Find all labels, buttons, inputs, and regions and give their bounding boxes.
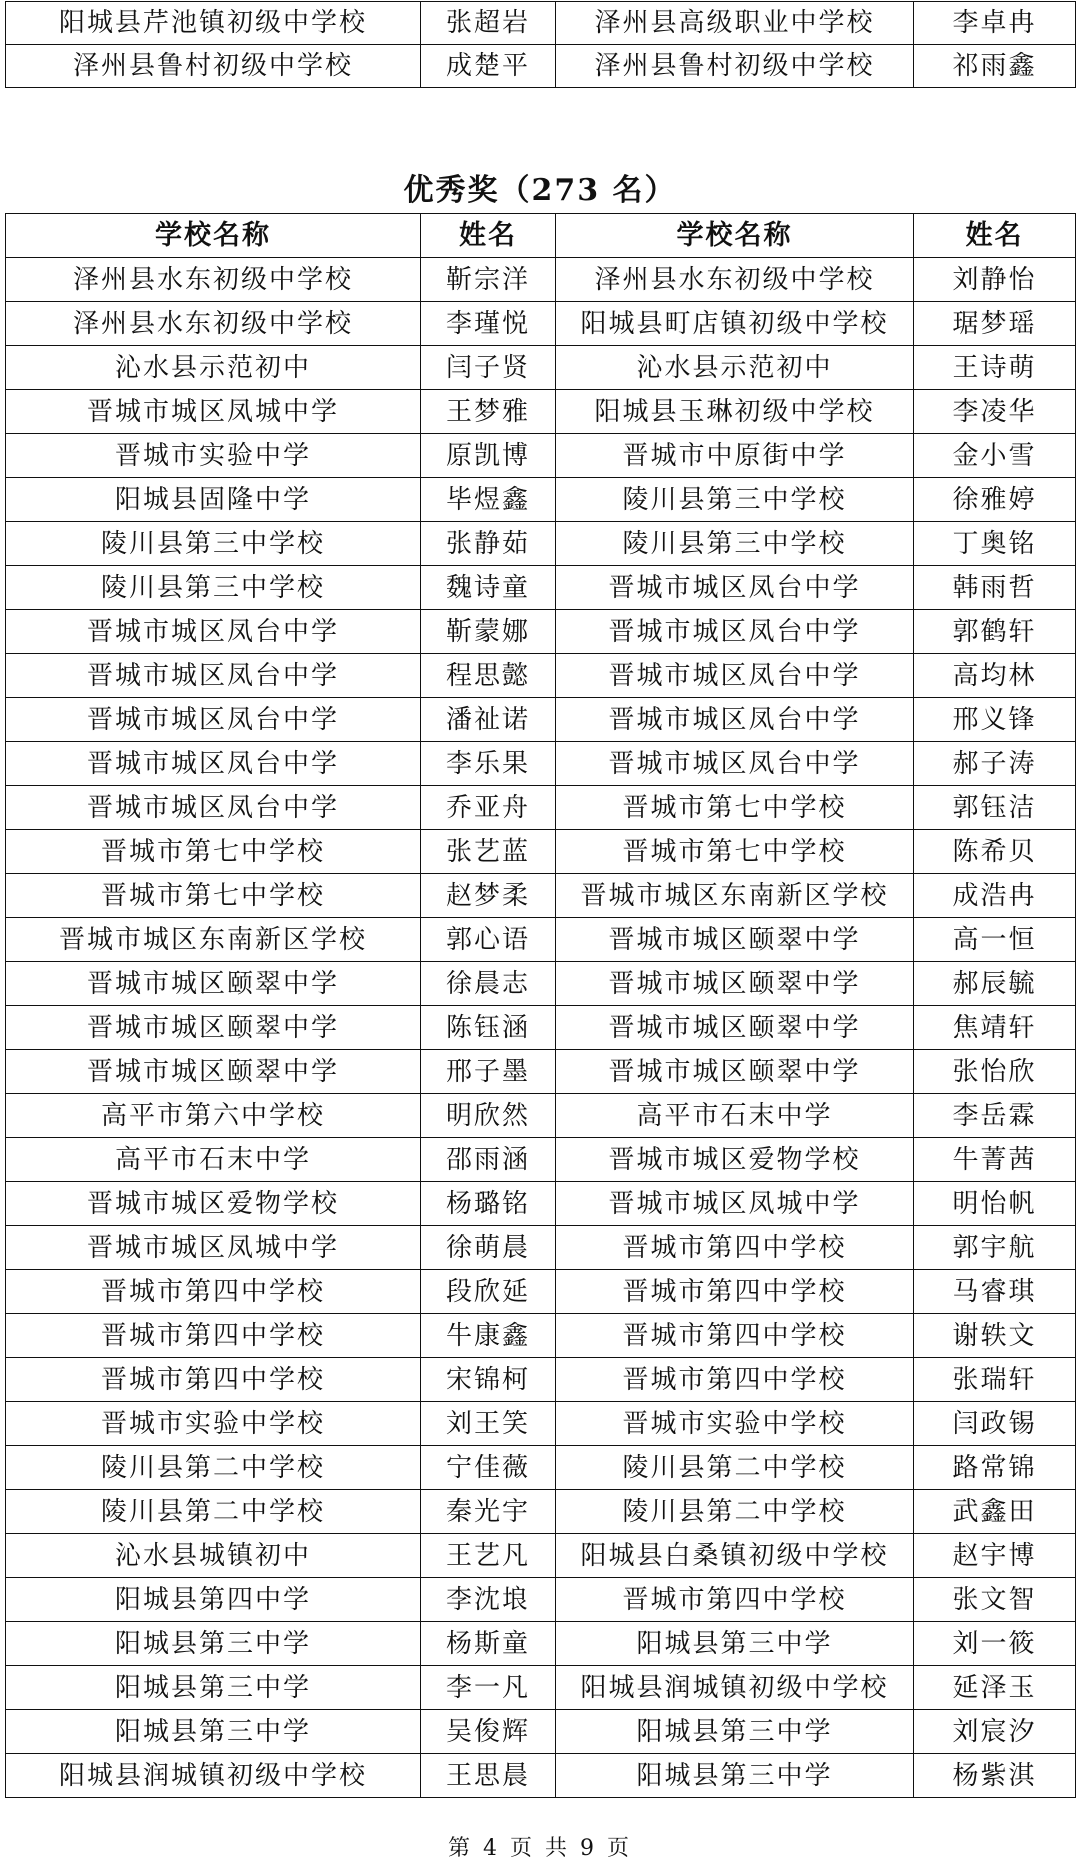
student-name-left: 张静茹 [421, 522, 556, 566]
school-name-left: 晋城市第四中学校 [6, 1270, 421, 1314]
student-name-right: 高一恒 [914, 918, 1076, 962]
student-name-left: 原凯博 [421, 434, 556, 478]
student-name-left: 张超岩 [421, 2, 556, 45]
school-name-right: 晋城市城区颐翠中学 [556, 1050, 914, 1094]
school-name-left: 晋城市城区凤台中学 [6, 698, 421, 742]
school-name-right: 阳城县第三中学 [556, 1710, 914, 1754]
student-name-right: 明怡帆 [914, 1182, 1076, 1226]
school-name-right: 阳城县第三中学 [556, 1754, 914, 1798]
student-name-right: 金小雪 [914, 434, 1076, 478]
school-name-left: 晋城市第七中学校 [6, 830, 421, 874]
school-name-right: 晋城市城区凤台中学 [556, 742, 914, 786]
table-row [6, 1314, 1076, 1358]
table-row [6, 1534, 1076, 1578]
student-name-right: 陈希贝 [914, 830, 1076, 874]
school-name-left: 阳城县第三中学 [6, 1710, 421, 1754]
student-name-left: 明欣然 [421, 1094, 556, 1138]
school-name-left: 晋城市第四中学校 [6, 1314, 421, 1358]
school-name-right: 阳城县第三中学 [556, 1622, 914, 1666]
student-name-left: 陈钰涵 [421, 1006, 556, 1050]
student-name-left: 毕煜鑫 [421, 478, 556, 522]
section-title: 优秀奖（273 名） [403, 173, 677, 208]
header-school-name-1: 学校名称 [6, 214, 421, 258]
school-name-right: 晋城市城区凤台中学 [556, 654, 914, 698]
student-name-right: 延泽玉 [914, 1666, 1076, 1710]
student-name-right: 武鑫田 [914, 1490, 1076, 1534]
excellence-award-table-body [6, 214, 1076, 1798]
school-name-right: 晋城市城区凤台中学 [556, 566, 914, 610]
student-name-left: 秦光宇 [421, 1490, 556, 1534]
school-name-left: 陵川县第三中学校 [6, 566, 421, 610]
school-name-left: 陵川县第三中学校 [6, 522, 421, 566]
table-header-row [6, 214, 1076, 258]
student-name-right: 徐雅婷 [914, 478, 1076, 522]
table-row [6, 874, 1076, 918]
student-name-left: 闫子贤 [421, 346, 556, 390]
table-row [6, 962, 1076, 1006]
student-name-left: 邢子墨 [421, 1050, 556, 1094]
student-name-right: 谢轶文 [914, 1314, 1076, 1358]
student-name-left: 王思晨 [421, 1754, 556, 1798]
student-name-right: 刘一筱 [914, 1622, 1076, 1666]
table-row [6, 610, 1076, 654]
table-row [6, 1622, 1076, 1666]
school-name-left: 陵川县第二中学校 [6, 1446, 421, 1490]
school-name-left: 晋城市实验中学校 [6, 1402, 421, 1446]
school-name-right: 晋城市第四中学校 [556, 1358, 914, 1402]
table-row [6, 1710, 1076, 1754]
student-name-right: 刘静怡 [914, 258, 1076, 302]
table-row [6, 1270, 1076, 1314]
table-row [6, 522, 1076, 566]
student-name-right: 马睿琪 [914, 1270, 1076, 1314]
student-name-left: 刘王笑 [421, 1402, 556, 1446]
school-name-right: 晋城市城区凤台中学 [556, 698, 914, 742]
student-name-left: 李一凡 [421, 1666, 556, 1710]
school-name-left: 晋城市第四中学校 [6, 1358, 421, 1402]
student-name-right: 路常锦 [914, 1446, 1076, 1490]
student-name-right: 牛菁茜 [914, 1138, 1076, 1182]
student-name-right: 张瑞轩 [914, 1358, 1076, 1402]
school-name-right: 晋城市中原街中学 [556, 434, 914, 478]
student-name-left: 段欣延 [421, 1270, 556, 1314]
student-name-right: 丁奥铭 [914, 522, 1076, 566]
school-name-right: 泽州县水东初级中学校 [556, 258, 914, 302]
continued-award-table-body [6, 2, 1076, 88]
student-name-right: 张怡欣 [914, 1050, 1076, 1094]
school-name-left: 晋城市城区凤台中学 [6, 654, 421, 698]
school-name-left: 沁水县示范初中 [6, 346, 421, 390]
table-row [6, 478, 1076, 522]
student-name-right: 李卓冉 [914, 2, 1076, 45]
school-name-left: 阳城县第四中学 [6, 1578, 421, 1622]
school-name-left: 泽州县水东初级中学校 [6, 302, 421, 346]
school-name-left: 晋城市城区颐翠中学 [6, 1050, 421, 1094]
school-name-right: 泽州县高级职业中学校 [556, 2, 914, 45]
school-name-right: 陵川县第二中学校 [556, 1490, 914, 1534]
student-name-left: 赵梦柔 [421, 874, 556, 918]
student-name-left: 宁佳薇 [421, 1446, 556, 1490]
header-school-name-2: 学校名称 [556, 214, 914, 258]
school-name-right: 陵川县第二中学校 [556, 1446, 914, 1490]
school-name-right: 阳城县白桑镇初级中学校 [556, 1534, 914, 1578]
header-student-name-1: 姓名 [421, 214, 556, 258]
table-row [6, 1006, 1076, 1050]
school-name-left: 晋城市城区颐翠中学 [6, 962, 421, 1006]
school-name-left: 高平市第六中学校 [6, 1094, 421, 1138]
table-row [6, 45, 1076, 88]
student-name-left: 王艺凡 [421, 1534, 556, 1578]
student-name-right: 郝子涛 [914, 742, 1076, 786]
school-name-left: 晋城市城区爱物学校 [6, 1182, 421, 1226]
school-name-right: 陵川县第三中学校 [556, 478, 914, 522]
table-row [6, 1402, 1076, 1446]
excellence-award-table [5, 213, 1076, 1798]
table-row [6, 1446, 1076, 1490]
school-name-right: 晋城市第七中学校 [556, 830, 914, 874]
header-student-name-2: 姓名 [914, 214, 1076, 258]
student-name-right: 焦靖轩 [914, 1006, 1076, 1050]
student-name-left: 靳宗洋 [421, 258, 556, 302]
school-name-right: 沁水县示范初中 [556, 346, 914, 390]
school-name-left: 晋城市实验中学 [6, 434, 421, 478]
table-row [6, 1094, 1076, 1138]
school-name-right: 晋城市城区颐翠中学 [556, 918, 914, 962]
student-name-left: 杨璐铭 [421, 1182, 556, 1226]
student-name-left: 靳蒙娜 [421, 610, 556, 654]
school-name-left: 泽州县水东初级中学校 [6, 258, 421, 302]
student-name-left: 宋锦柯 [421, 1358, 556, 1402]
student-name-right: 杨紫淇 [914, 1754, 1076, 1798]
table-row [6, 1226, 1076, 1270]
table-row [6, 830, 1076, 874]
student-name-right: 祁雨鑫 [914, 45, 1076, 88]
school-name-right: 阳城县町店镇初级中学校 [556, 302, 914, 346]
school-name-right: 晋城市城区颐翠中学 [556, 962, 914, 1006]
school-name-left: 晋城市城区凤城中学 [6, 390, 421, 434]
school-name-left: 陵川县第二中学校 [6, 1490, 421, 1534]
table-row [6, 346, 1076, 390]
student-name-left: 吴俊辉 [421, 1710, 556, 1754]
school-name-left: 晋城市城区凤城中学 [6, 1226, 421, 1270]
student-name-left: 邵雨涵 [421, 1138, 556, 1182]
table-row [6, 434, 1076, 478]
school-name-right: 阳城县润城镇初级中学校 [556, 1666, 914, 1710]
table-row [6, 742, 1076, 786]
student-name-right: 郭宇航 [914, 1226, 1076, 1270]
school-name-left: 晋城市第七中学校 [6, 874, 421, 918]
table-row [6, 566, 1076, 610]
student-name-right: 琚梦瑶 [914, 302, 1076, 346]
student-name-left: 成楚平 [421, 45, 556, 88]
school-name-left: 高平市石末中学 [6, 1138, 421, 1182]
student-name-right: 刘宸汐 [914, 1710, 1076, 1754]
student-name-right: 闫政锡 [914, 1402, 1076, 1446]
school-name-right: 阳城县玉琳初级中学校 [556, 390, 914, 434]
student-name-right: 邢义锋 [914, 698, 1076, 742]
school-name-right: 晋城市第四中学校 [556, 1226, 914, 1270]
table-row [6, 1358, 1076, 1402]
student-name-left: 郭心语 [421, 918, 556, 962]
table-row [6, 1182, 1076, 1226]
table-row [6, 1490, 1076, 1534]
school-name-right: 晋城市城区凤台中学 [556, 610, 914, 654]
student-name-right: 李凌华 [914, 390, 1076, 434]
school-name-right: 晋城市城区东南新区学校 [556, 874, 914, 918]
school-name-right: 晋城市城区爱物学校 [556, 1138, 914, 1182]
table-row [6, 1138, 1076, 1182]
table-row [6, 918, 1076, 962]
school-name-left: 晋城市城区颐翠中学 [6, 1006, 421, 1050]
student-name-left: 程思懿 [421, 654, 556, 698]
school-name-left: 阳城县润城镇初级中学校 [6, 1754, 421, 1798]
continued-award-table [5, 1, 1076, 88]
page-number: 第 4 页 共 9 页 [448, 1836, 632, 1861]
student-name-right: 赵宇博 [914, 1534, 1076, 1578]
school-name-right: 晋城市第四中学校 [556, 1270, 914, 1314]
table-row [6, 1050, 1076, 1094]
table-row [6, 786, 1076, 830]
school-name-right: 泽州县鲁村初级中学校 [556, 45, 914, 88]
table-row [6, 1578, 1076, 1622]
table-row [6, 698, 1076, 742]
student-name-left: 杨斯童 [421, 1622, 556, 1666]
student-name-right: 成浩冉 [914, 874, 1076, 918]
student-name-right: 张文智 [914, 1578, 1076, 1622]
student-name-left: 李沈埌 [421, 1578, 556, 1622]
school-name-right: 高平市石末中学 [556, 1094, 914, 1138]
school-name-left: 阳城县第三中学 [6, 1666, 421, 1710]
school-name-right: 陵川县第三中学校 [556, 522, 914, 566]
student-name-left: 潘祉诺 [421, 698, 556, 742]
table-row [6, 1666, 1076, 1710]
school-name-left: 晋城市城区东南新区学校 [6, 918, 421, 962]
table-row [6, 302, 1076, 346]
student-name-left: 王梦雅 [421, 390, 556, 434]
student-name-right: 郝辰毓 [914, 962, 1076, 1006]
student-name-right: 韩雨哲 [914, 566, 1076, 610]
school-name-left: 阳城县固隆中学 [6, 478, 421, 522]
student-name-right: 高均林 [914, 654, 1076, 698]
table-row [6, 654, 1076, 698]
school-name-left: 阳城县第三中学 [6, 1622, 421, 1666]
school-name-right: 晋城市实验中学校 [556, 1402, 914, 1446]
school-name-left: 阳城县芹池镇初级中学校 [6, 2, 421, 45]
school-name-left: 泽州县鲁村初级中学校 [6, 45, 421, 88]
student-name-left: 牛康鑫 [421, 1314, 556, 1358]
student-name-right: 郭钰洁 [914, 786, 1076, 830]
student-name-left: 乔亚舟 [421, 786, 556, 830]
student-name-right: 李岳霖 [914, 1094, 1076, 1138]
school-name-right: 晋城市第七中学校 [556, 786, 914, 830]
school-name-right: 晋城市第四中学校 [556, 1578, 914, 1622]
student-name-left: 魏诗童 [421, 566, 556, 610]
student-name-left: 徐萌晨 [421, 1226, 556, 1270]
table-row [6, 390, 1076, 434]
student-name-right: 郭鹤轩 [914, 610, 1076, 654]
school-name-right: 晋城市第四中学校 [556, 1314, 914, 1358]
school-name-left: 晋城市城区凤台中学 [6, 610, 421, 654]
school-name-left: 晋城市城区凤台中学 [6, 786, 421, 830]
student-name-right: 王诗萌 [914, 346, 1076, 390]
school-name-left: 晋城市城区凤台中学 [6, 742, 421, 786]
school-name-left: 沁水县城镇初中 [6, 1534, 421, 1578]
table-row [6, 1754, 1076, 1798]
table-row [6, 2, 1076, 45]
student-name-left: 李乐果 [421, 742, 556, 786]
student-name-left: 张艺蓝 [421, 830, 556, 874]
student-name-left: 李瑾悦 [421, 302, 556, 346]
table-row [6, 258, 1076, 302]
school-name-right: 晋城市城区颐翠中学 [556, 1006, 914, 1050]
student-name-left: 徐晨志 [421, 962, 556, 1006]
school-name-right: 晋城市城区凤城中学 [556, 1182, 914, 1226]
